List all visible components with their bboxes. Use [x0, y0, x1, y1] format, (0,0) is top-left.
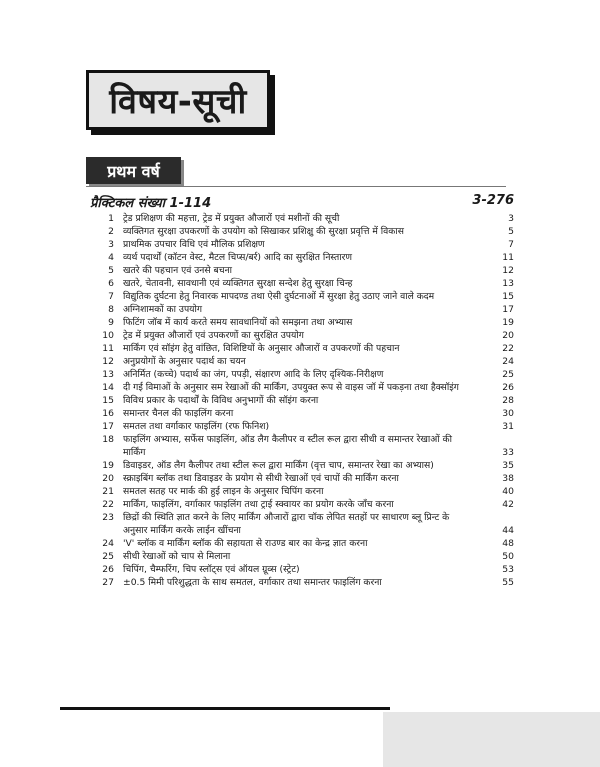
practical-heading-label: प्रैक्टिकल संख्या 1-114 [90, 196, 212, 211]
toc-number: 5 [108, 265, 114, 276]
toc-number: 1 [108, 213, 114, 224]
toc-title: अग्निशामकों का उपयोग [123, 304, 203, 315]
toc-title: फिटिंग जॉब में कार्य करते समय सावधानियों को समझना तथा अभ्यास [123, 317, 353, 328]
toc-number: 8 [108, 304, 114, 315]
toc-row [90, 485, 514, 498]
toc-number: 12 [102, 356, 114, 367]
toc-row [90, 433, 514, 459]
toc-page: 17 [502, 304, 514, 315]
toc-row [90, 459, 514, 472]
toc-number: 10 [102, 330, 114, 341]
toc-row [90, 290, 514, 303]
toc-row [90, 368, 514, 381]
toc-row [90, 342, 514, 355]
toc-row [90, 329, 514, 342]
toc-page: 53 [502, 564, 514, 575]
toc-title: ±0.5 मिमी परिशुद्धता के साथ समतल, वर्गाकार तथा समान्तर फाइलिंग करना [123, 577, 382, 588]
toc-title: खतरे की पहचान एवं उनसे बचना [123, 265, 233, 276]
toc-page: 50 [502, 551, 514, 562]
toc-number: 9 [108, 317, 114, 328]
toc-row [90, 563, 514, 576]
toc-number: 23 [102, 512, 114, 523]
toc-title: विविध प्रकार के पदार्थों के विविध अनुभागों की सॉइंग करना [123, 395, 319, 406]
toc-row [90, 407, 514, 420]
toc-number: 18 [102, 434, 114, 445]
toc-number: 6 [108, 278, 114, 289]
toc-page: 26 [502, 382, 514, 393]
toc-title: समतल तथा वर्गाकार फाइलिंग (रफ फिनिश) [123, 421, 270, 432]
toc-title: व्यर्थ पदार्थों (कॉटन वेस्ट, मैटल चिप्स/बर्र) आदि का सुरक्षित निस्तारण [123, 252, 353, 263]
toc-title: स्क्राइबिंग ब्लॉक तथा डिवाइडर के प्रयोग से सीधी रेखाओं एवं चापों की मार्किंग करना [123, 473, 399, 484]
toc-page: 19 [502, 317, 514, 328]
toc-page: 11 [502, 252, 514, 263]
toc-number: 15 [102, 395, 114, 406]
toc-row [90, 303, 514, 316]
toc-row [90, 251, 514, 264]
toc-page: 5 [508, 226, 514, 237]
toc-page: 55 [502, 577, 514, 588]
toc-row [90, 498, 514, 511]
toc-number: 13 [102, 369, 114, 380]
toc-title: व्यक्तिगत सुरक्षा उपकरणों के उपयोग को सिखाकर प्रशिक्षु की सुरक्षा प्रवृत्ति में विकास [123, 226, 404, 237]
toc-number: 7 [108, 291, 114, 302]
footer-gray-block [383, 712, 600, 767]
toc-title: खतरे, चेतावनी, सावधानी एवं व्यक्तिगत सुरक्षा सन्देश हेतु सुरक्षा चिन्ह [123, 278, 353, 289]
toc-row [90, 212, 514, 225]
toc-number: 26 [102, 564, 114, 575]
toc-row [90, 238, 514, 251]
toc-number: 4 [108, 252, 114, 263]
toc-title: दी गई विमाओं के अनुसार सम रेखाओं की मार्किंग, उपयुक्त रूप से वाइस जॉ में पकड़ना तथा हैक्सॉइंग [123, 382, 459, 393]
practical-heading-pages: 3-276 [472, 193, 514, 208]
toc-page: 33 [502, 447, 514, 458]
toc-page: 30 [502, 408, 514, 419]
toc-page: 25 [502, 369, 514, 380]
toc-row [90, 472, 514, 485]
toc-page: 7 [508, 239, 514, 250]
toc-title: विद्युतिक दुर्घटना हेतु निवारक मापदण्ड तथा ऐसी दुर्घटनाओं में सुरक्षा हेतु उठाए जाने वाले कदम [123, 291, 435, 302]
toc-number: 19 [102, 460, 114, 471]
toc-page: 38 [502, 473, 514, 484]
toc-page: 13 [502, 278, 514, 289]
toc-row [90, 576, 514, 589]
toc-row [90, 381, 514, 394]
section-divider [86, 186, 506, 187]
section-tab [86, 157, 181, 184]
toc-page: 31 [502, 421, 514, 432]
practical-heading [90, 193, 514, 211]
toc-row [90, 264, 514, 277]
toc-number: 16 [102, 408, 114, 419]
toc-page: 28 [502, 395, 514, 406]
toc-title: ट्रेड प्रशिक्षण की महत्ता, ट्रेड में प्रयुक्त औजारों एवं मशीनों की सूची [123, 213, 340, 224]
toc-title: सीधी रेखाओं को चाप से मिलाना [123, 551, 231, 562]
toc-row [90, 277, 514, 290]
toc-page: 12 [502, 265, 514, 276]
title-box [86, 70, 270, 130]
toc-row [90, 225, 514, 238]
toc-title: समान्तर चैनल की फाइलिंग करना [123, 408, 234, 419]
toc-number: 3 [108, 239, 114, 250]
toc-title: फाइलिंग अभ्यास, सर्फेस फाइलिंग, ऑड लैग कैलीपर व स्टील रूल द्वारा सीधी व समान्तर रेखाओं की मार्किंग [123, 434, 452, 458]
toc-number: 2 [108, 226, 114, 237]
toc-title: ट्रेड में प्रयुक्त औजारों एवं उपकरणों का सुरक्षित उपयोग [123, 330, 304, 341]
toc-row [90, 394, 514, 407]
toc-title: चिपिंग, चैम्फरिंग, चिप स्लॉट्स एवं ऑयल ग्रूव्स (स्ट्रेट) [123, 564, 300, 575]
toc-title: समतल सतह पर मार्क की हुई लाइन के अनुसार चिपिंग करना [123, 486, 324, 497]
toc-page: 44 [502, 525, 514, 536]
toc-number: 27 [102, 577, 114, 588]
toc-number: 14 [102, 382, 114, 393]
toc-page: 40 [502, 486, 514, 497]
section-label: प्रथम वर्ष [107, 161, 160, 181]
toc-row [90, 420, 514, 433]
toc-number: 17 [102, 421, 114, 432]
toc-page: 42 [502, 499, 514, 510]
toc-number: 24 [102, 538, 114, 549]
toc-page: 22 [502, 343, 514, 354]
page-title: विषय-सूची [109, 82, 247, 122]
toc-title: 'V' ब्लॉक व मार्किंग ब्लॉक की सहायता से राउण्ड बार का केन्द्र ज्ञात करना [123, 538, 368, 549]
toc-title: अनुप्रयोगों के अनुसार पदार्थ का चयन [123, 356, 246, 367]
toc-number: 11 [102, 343, 114, 354]
toc-page: 15 [502, 291, 514, 302]
toc-row [90, 511, 514, 537]
toc-number: 20 [102, 473, 114, 484]
toc-row [90, 537, 514, 550]
toc-title: मार्किंग, फाइलिंग, वर्गाकार फाइलिंग तथा ट्राई स्क्वायर का प्रयोग करके जाँच करना [123, 499, 394, 510]
toc-number: 21 [102, 486, 114, 497]
toc-title: डिवाइडर, ऑड लैग कैलीपर तथा स्टील रूल द्वारा मार्किंग (वृत्त चाप, समान्तर रेखा का अभ्यास) [123, 460, 434, 471]
toc-page: 24 [502, 356, 514, 367]
toc-page: 20 [502, 330, 514, 341]
toc-title: प्राथमिक उपचार विधि एवं मौलिक प्रशिक्षण [123, 239, 265, 250]
toc-row [90, 316, 514, 329]
toc-page: 48 [502, 538, 514, 549]
toc-list [90, 212, 514, 589]
toc-page: 35 [502, 460, 514, 471]
toc-number: 25 [102, 551, 114, 562]
toc-row [90, 550, 514, 563]
toc-title: अनिर्मित (कच्चे) पदार्थ का जंग, पपड़ी, संक्षारण आदि के लिए दृश्यिक-निरीक्षण [123, 369, 384, 380]
toc-number: 22 [102, 499, 114, 510]
toc-title: छिद्रों की स्थिति ज्ञात करने के लिए मार्किंग औजारों द्वारा चॉक लेपित सतहों पर साधारण ब्लू प्रिन्ट के अनुसार मार्किंग करके लाईन खींचना [123, 512, 450, 536]
toc-title: मार्किंग एवं सॉइंग हेतु वांछित, विशिष्टियों के अनुसार औजारों व उपकरणों की पहचान [123, 343, 400, 354]
toc-page: 3 [508, 213, 514, 224]
toc-row [90, 355, 514, 368]
footer-rule [60, 707, 390, 710]
